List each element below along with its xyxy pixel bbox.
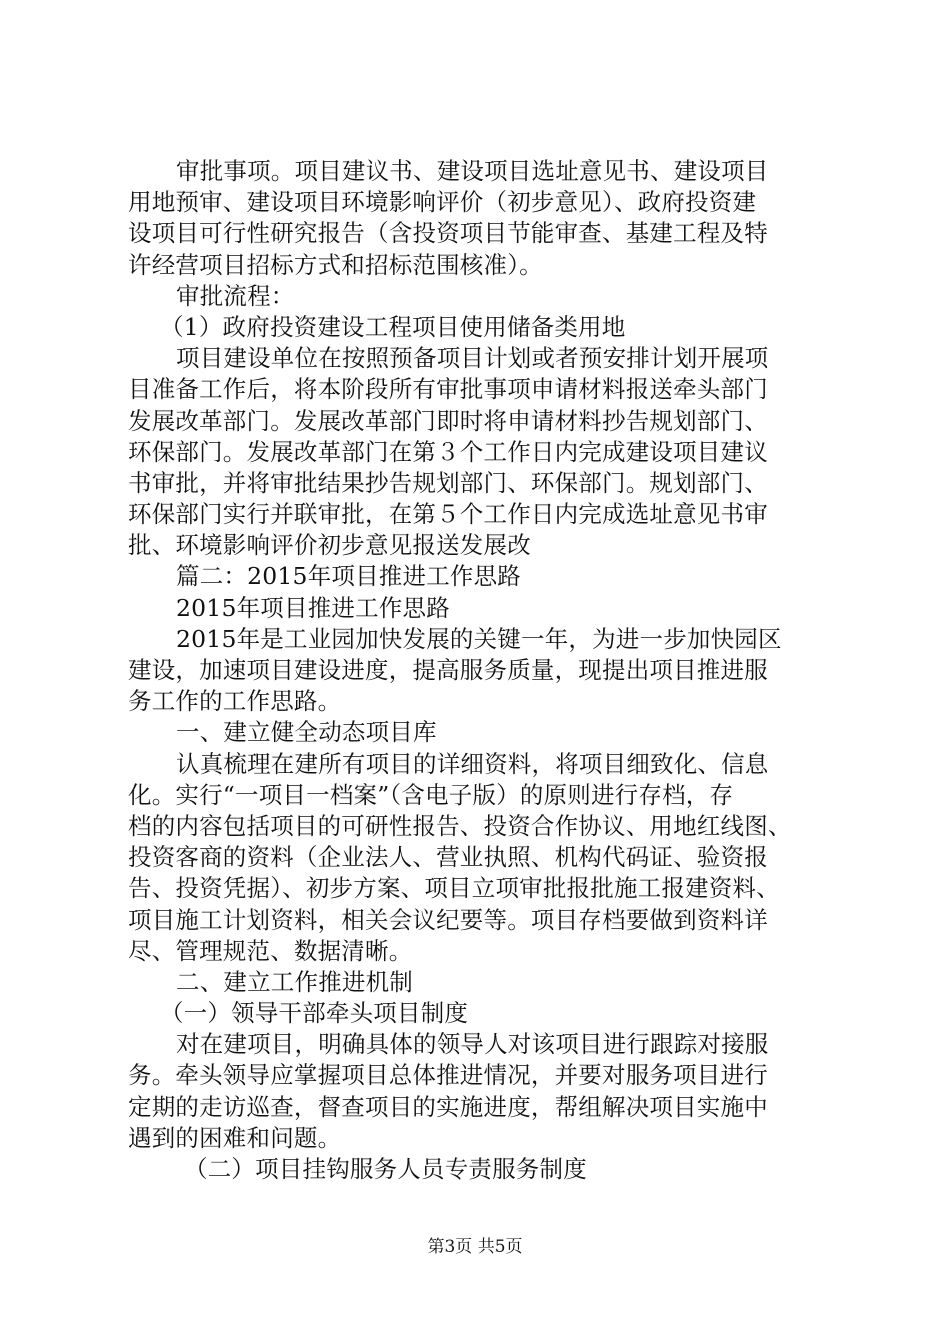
paragraph-line: 认真梳理在建所有项目的详细资料，将项目细致化、信息 <box>176 749 769 778</box>
document-body <box>128 156 834 1185</box>
section-heading: 一、建立健全动态项目库 <box>176 718 437 747</box>
paragraph-line: 环保部门。发展改革部门在第３个工作日内完成建设项目建议 <box>128 437 768 466</box>
paragraph-line: 尽、管理规范、数据清晰。 <box>128 936 413 965</box>
paragraph-line: 务工作的工作思路。 <box>128 687 342 716</box>
paragraph-line: 许经营项目招标方式和招标范围核准）。 <box>128 250 543 279</box>
paragraph-line: 项目建设单位在按照预备项目计划或者预安排计划开展项 <box>176 344 769 373</box>
paragraph-line: 建设，加速项目建设进度，提高服务质量，现提出项目推进服 <box>128 656 768 684</box>
paragraph-line: 审批事项。项目建议书、建设项目选址意见书、建设项目 <box>176 157 769 185</box>
paragraph-line: 2015年是工业园加快发展的关键一年，为进一步加快园区 <box>176 624 782 653</box>
paragraph-line: 遇到的困难和问题。 <box>128 1123 342 1152</box>
section-heading: 二、建立工作推进机制 <box>176 967 413 996</box>
paragraph-line: 档的内容包括项目的可研性报告、投资合作协议、用地红线图、 <box>128 811 792 840</box>
paragraph-line: 务。牵头领导应掌握项目总体推进情况，并要对服务项目进行 <box>128 1061 768 1090</box>
paragraph-line: 化。实行“一项目一档案”（含电子版）的原则进行存档，存 <box>128 780 734 809</box>
paragraph-line: 目准备工作后，将本阶段所有审批事项申请材料报送牵头部门 <box>128 375 768 404</box>
paragraph-line: 告、投资凭据）、初步方案、项目立项审批报批施工报建资料、 <box>128 874 780 903</box>
paragraph-line: 投资客商的资料（企业法人、营业执照、机构代码证、验资报 <box>128 843 768 872</box>
paragraph-line: 设项目可行性研究报告（含投资项目节能审查、基建工程及特 <box>128 219 768 248</box>
paragraph-line: 发展改革部门。发展改革部门即时将申请材料抄告规划部门、 <box>128 406 768 435</box>
paragraph-line: 对在建项目，明确具体的领导人对该项目进行跟踪对接服 <box>176 1030 769 1059</box>
page-footer: 第3页 共5页 <box>427 1237 523 1257</box>
paragraph-line: 书审批，并将审批结果抄告规划部门、环保部门。规划部门、 <box>128 468 768 497</box>
paragraph-line: 用地预审、建设项目环境影响评价（初步意见）、政府投资建 <box>128 188 757 217</box>
paragraph-line: 环保部门实行并联审批，在第５个工作日内完成选址意见书审 <box>128 500 768 529</box>
paragraph-line: 批、环境影响评价初步意见报送发展改 <box>128 531 531 560</box>
subsection-heading: （二）项目挂钩服务人员专责服务制度 <box>184 1155 587 1183</box>
article-heading: 篇二：2015年项目推进工作思路 <box>176 562 522 591</box>
paragraph-line: 项目施工计划资料，相关会议纪要等。项目存档要做到资料详 <box>128 905 768 934</box>
paragraph-line: 定期的走访巡查，督查项目的实施进度，帮组解决项目实施中 <box>128 1092 768 1121</box>
section-label: 审批流程： <box>176 281 295 310</box>
subsection-heading: （一）领导干部牵头项目制度 <box>160 999 469 1028</box>
article-title: 2015年项目推进工作思路 <box>176 593 450 622</box>
subsection-heading: （1）政府投资建设工程项目使用储备类用地 <box>160 312 626 341</box>
